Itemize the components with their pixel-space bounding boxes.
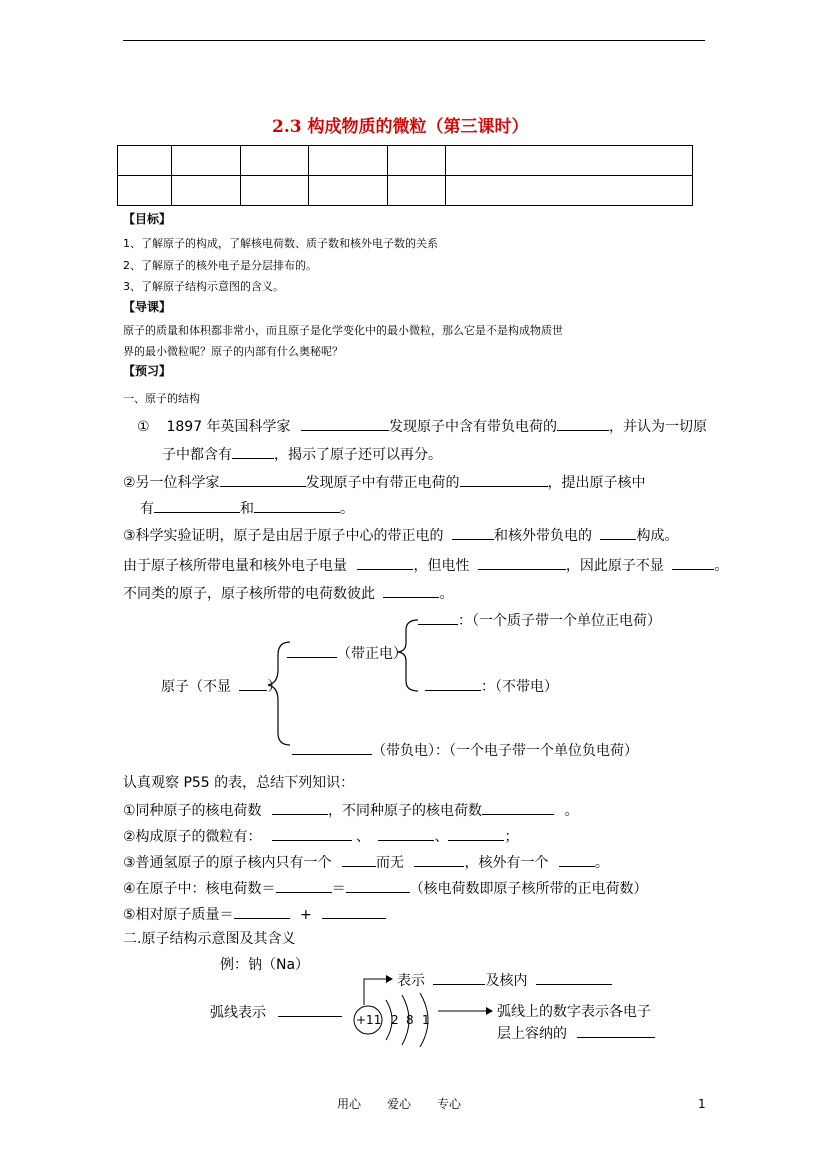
diagram-nucleus-row: （带正电） <box>287 643 407 663</box>
observe-item-2: ②构成原子的微粒有： 、 、 ； <box>123 829 519 845</box>
blank-scientist-1[interactable] <box>301 417 389 431</box>
circled-1: ① <box>137 419 150 435</box>
blank-right[interactable] <box>577 1024 655 1038</box>
blank-h-electron[interactable] <box>559 853 595 867</box>
part1-heading: 一、原子的结构 <box>123 392 200 405</box>
footer-slogan-3: 专心 <box>437 1097 462 1111</box>
goals-heading: 【目标】 <box>123 212 172 226</box>
diagram-electron-row: （带负电）：（一个电子带一个单位负电荷） <box>292 740 638 760</box>
right-label-1: 弧线上的数字表示各电子 <box>497 1004 651 1020</box>
footer-slogan-1: 用心 <box>337 1097 362 1111</box>
blank-mass-2[interactable] <box>322 905 386 919</box>
question-3-line-2: 由于原子核所带电量和核外电子电量 ，但电性 ，因此原子不显 。 <box>123 558 729 574</box>
question-1-line-2: 子中都含有 ，揭示了原子还可以再分。 <box>162 447 442 463</box>
diagram-proton-row: ：（一个质子带一个单位正电荷） <box>418 610 661 630</box>
blank-opposite[interactable] <box>478 556 566 570</box>
observe-item-1: ①同种原子的核电荷数 ，不同种原子的核电荷数 。 <box>123 803 579 819</box>
blank-positive-center[interactable] <box>452 526 494 540</box>
blank-same-charge[interactable] <box>272 801 328 815</box>
blank-proton[interactable] <box>418 611 458 625</box>
observe-item-5: ⑤相对原子质量＝ + <box>123 904 386 924</box>
diagram-neutron-row: ：（不带电） <box>425 676 558 696</box>
blank-equal-2[interactable] <box>346 879 410 893</box>
question-2-line-2: 有 和 。 <box>140 501 354 517</box>
nucleus-label: +11 <box>356 1013 382 1027</box>
observe-item-3: ③普通氢原子的原子核内只有一个 而无 ，核外有一个 。 <box>123 855 609 871</box>
blank-particle-3[interactable] <box>448 827 504 841</box>
blank-not-show[interactable] <box>672 556 714 570</box>
blank-top-1[interactable] <box>433 971 485 985</box>
blank-contains[interactable] <box>232 445 274 459</box>
blank-differ[interactable] <box>383 584 439 598</box>
blank-mass-1[interactable] <box>234 905 290 919</box>
blank-negative-outer[interactable] <box>600 526 636 540</box>
right-label-2: 层上容纳的 <box>497 1023 655 1043</box>
blank-particle-1[interactable] <box>272 827 352 841</box>
blank-equal-1[interactable] <box>276 879 332 893</box>
question-3-line-1: ③科学实验证明，原子是由居于原子中心的带正电的 和核外带负电的 构成。 <box>123 528 679 544</box>
blank-nucleus-part-1[interactable] <box>154 499 240 513</box>
blank-nucleus[interactable] <box>287 644 337 658</box>
top-label: 表示 及核内 <box>397 970 612 990</box>
page-number: 1 <box>698 1097 706 1111</box>
question-2-line-1: ②另一位科学家 发现原子中有带正电荷的 ，提出原子核中 <box>123 475 646 491</box>
intro-heading: 【导课】 <box>123 300 172 314</box>
question-1-line-1: ① 1897 年英国科学家 发现原子中含有带负电荷的 ，并认为一切原 <box>137 419 708 435</box>
blank-scientist-2[interactable] <box>220 473 306 487</box>
page-title: 2.3 构成物质的微粒（第三课时） <box>272 117 529 137</box>
goal-3: 3、了解原子结构示意图的含义。 <box>123 280 284 293</box>
blank-positive-particle[interactable] <box>460 473 548 487</box>
info-table <box>117 145 693 206</box>
blank-electron[interactable] <box>292 741 372 755</box>
blank-nucleus-part-2[interactable] <box>254 499 340 513</box>
shell-number-2: 8 <box>406 1013 414 1027</box>
header-rule <box>123 40 705 41</box>
intro-line-2: 界的最小微粒呢？原子的内部有什么奥秘呢？ <box>123 345 343 358</box>
diagram-atom-label: 原子（不显 ） <box>161 679 282 695</box>
footer-slogan-2: 爱心 <box>387 1097 412 1111</box>
shell-number-1: 2 <box>391 1013 399 1027</box>
part2-example: 例：钠（Na） <box>220 957 310 973</box>
arc-label: 弧线表示 <box>210 1002 342 1022</box>
goal-2: 2、了解原子的核外电子是分层排布的。 <box>123 259 317 272</box>
blank-arc[interactable] <box>278 1003 342 1017</box>
intro-line-1: 原子的质量和体积都非常小，而且原子是化学变化中的最小微粒，那么它是不是构成物质世 <box>123 324 563 337</box>
observe-intro: 认真观察 P55 的表，总结下列知识： <box>123 775 355 791</box>
shell-number-3: 1 <box>422 1013 430 1027</box>
blank-h-neutron[interactable] <box>414 853 464 867</box>
goal-1: 1、了解原子的构成，了解核电荷数、质子数和核外电子数的关系 <box>123 237 438 250</box>
nucleus-arrow <box>364 979 386 1005</box>
blank-diff-charge[interactable] <box>482 801 554 815</box>
preview-heading: 【预习】 <box>123 364 172 378</box>
question-3-line-3: 不同类的原子，原子核所带的电荷数彼此 。 <box>123 586 454 602</box>
blank-top-2[interactable] <box>536 971 612 985</box>
blank-h-proton[interactable] <box>342 853 376 867</box>
blank-neutron[interactable] <box>425 677 481 691</box>
observe-item-4: ④在原子中：核电荷数＝ ＝ （核电荷数即原子核所带的正电荷数） <box>123 881 648 897</box>
blank-charge-equal[interactable] <box>357 556 413 570</box>
part2-heading: 二.原子结构示意图及其含义 <box>123 931 296 947</box>
blank-atom-neutral[interactable] <box>239 677 267 691</box>
blank-particle-2[interactable] <box>378 827 434 841</box>
blank-negative-particle[interactable] <box>557 417 609 431</box>
